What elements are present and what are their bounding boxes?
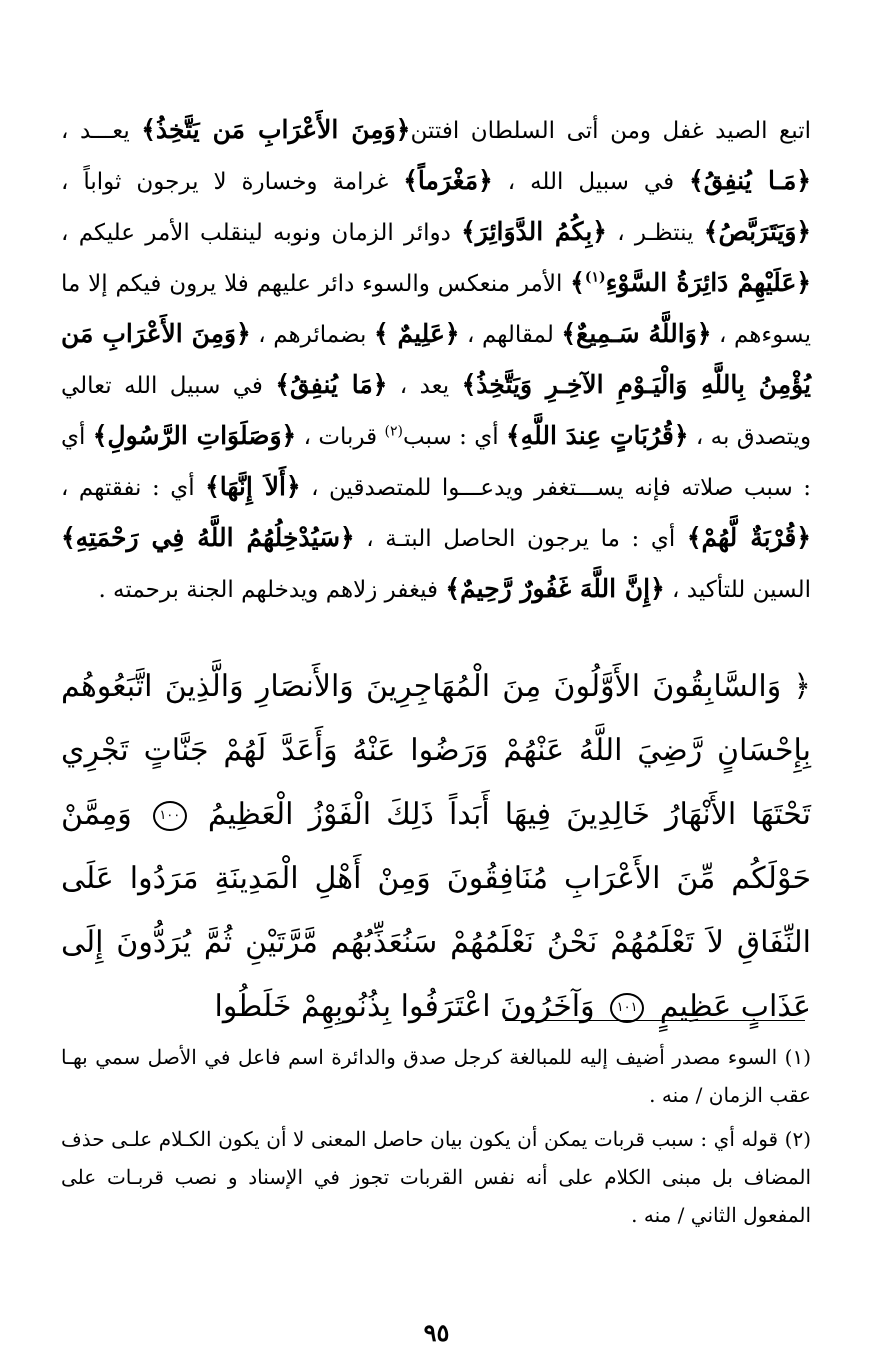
quran-quote: ﴿أَلاَ إِنَّهَا﴾ bbox=[205, 472, 301, 501]
quran-verses bbox=[61, 655, 811, 1039]
commentary-text-run: اتبع الصيد غفل ومن أتى السلطان افتتن bbox=[410, 118, 812, 144]
quran-quote: ﴿بِكُمُ الدَّوَائِرَ﴾ bbox=[461, 217, 607, 246]
footnote-2: (٢) قوله أي : سبب قربات يمكن أن يكون بيان حاصل المعنى لا أن يكون الكـلام علـى حذف المضاف بل مبنى الكلام على أنه نفس القربات تجوز في الإسناد و نصب قربـات على المفعول الثاني / منه . bbox=[61, 1127, 811, 1227]
quran-quote: ﴿وَمِنَ الأَعْرَابِ مَن يُؤْمِنُ بِاللَّهِ وَالْيَـوْمِ الآخِـرِ وَيَتَّخِذُ﴾ bbox=[61, 319, 812, 399]
quran-quote: ﴿عَلِيمٌ ﴾ bbox=[373, 319, 460, 348]
commentary-text-run: أي : سبب صلاته فإنه يســـتغفر ويدعـــوا للمتصدقين ، bbox=[61, 424, 811, 501]
commentary-text-run: غرامة وخسارة لا يرجون ثواباً ، bbox=[61, 169, 389, 195]
commentary-text-run: يعـــد ، bbox=[61, 118, 130, 144]
quran-quote: ﴿وَاللَّهُ سَـمِيعٌ﴾ bbox=[561, 319, 712, 348]
commentary-text-run: يعد ، bbox=[399, 373, 450, 399]
commentary-text-run: في سبيل الله تعالي ويتصدق به ، bbox=[61, 373, 812, 450]
quran-quote-text: ﴿عَلَيْهِمْ دَائِرَةُ السَّوْءِ bbox=[605, 268, 812, 297]
commentary-text-run: في سبيل الله ، bbox=[507, 169, 675, 195]
quran-quote: ﴿قُرْبَةٌ لَّهُمْ﴾ bbox=[686, 523, 812, 552]
quran-quote: ﴿وَيَتَرَبَّصُ﴾ bbox=[703, 217, 812, 246]
commentary-text-run: بضمائرهم ، bbox=[258, 322, 367, 348]
footnote-ref-2[interactable]: (٢) bbox=[384, 423, 403, 440]
commentary-text-run: قربات ، bbox=[303, 424, 378, 450]
commentary-text-run: لمقالهم ، bbox=[467, 322, 554, 348]
page-number: ٩٥ bbox=[423, 1318, 450, 1347]
commentary-text-run: أي : نفقتهم ، bbox=[61, 475, 195, 501]
footnotes bbox=[61, 1038, 811, 1240]
verse-102: وَآخَرُونَ اعْتَرَفُوا بِذُنُوبِهِمْ خَلَطُوا bbox=[214, 989, 595, 1024]
commentary-text-run: السين للتأكيد ، bbox=[672, 577, 811, 603]
quran-quote-close: ﴾ bbox=[570, 268, 585, 297]
footnote-divider bbox=[505, 1020, 805, 1021]
commentary-text-run: أي : ما يرجون الحاصل البتـة ، bbox=[366, 526, 676, 552]
quran-quote: ﴿مَا يُنفِقُ﴾ bbox=[275, 370, 388, 399]
quran-quote: ﴿قُرُبَاتٍ عِندَ اللَّهِ﴾ bbox=[506, 421, 689, 450]
ayah-marker-101: ١٠١ bbox=[610, 993, 644, 1023]
commentary-text-run: دوائر الزمان ونوبه لينقلب الأمر عليكم ، bbox=[61, 220, 451, 246]
verse-101: وَمِمَّنْ حَوْلَكُم مِّنَ الأَعْرَابِ مُنَافِقُونَ وَمِنْ أَهْلِ الْمَدِينَةِ مَرَدُوا عَلَى النِّفَاقِ لاَ تَعْلَمُهُمْ نَحْنُ نَعْلَمُهُمْ سَنُعَذِّبُهُم مَّرَّتَيْنِ ثُمَّ يُرَدُّونَ إِلَى عَذَابٍ عَظِيمٍ bbox=[61, 797, 811, 1024]
quran-quote: ﴿وَمِنَ الأَعْرَابِ مَن يَتَّخِذُ﴾ bbox=[141, 115, 411, 144]
quran-quote: ﴿سَيُدْخِلُهُمُ اللَّهُ فِي رَحْمَتِهِ﴾ bbox=[61, 523, 355, 552]
quran-quote: ﴿مَـا يُنفِقُ﴾ bbox=[689, 166, 811, 195]
commentary-text-run: فيغفر زلاهم ويدخلهم الجنة برحمته . bbox=[98, 577, 439, 603]
commentary-text-run: الأمر منعكس والسوء دائر عليهم فلا يرون فيكم إلا ما يسوءهم ، bbox=[61, 271, 811, 348]
quran-quote bbox=[570, 268, 811, 297]
ayah-marker-100: ١٠٠ bbox=[153, 801, 187, 831]
footnote-ref-1[interactable]: (١) bbox=[584, 269, 606, 286]
commentary-text-run: ينتظـر ، bbox=[617, 220, 694, 246]
quran-quote: ﴿إِنَّ اللَّهَ غَفُورٌ رَّحِيمٌ﴾ bbox=[445, 574, 665, 603]
commentary-text-run: أي : سبب bbox=[402, 424, 499, 450]
commentary-text bbox=[61, 105, 811, 615]
quran-quote: ﴿مَغْرَماً﴾ bbox=[403, 166, 493, 195]
verse-100: ﴿ وَالسَّابِقُونَ الأَوَّلُونَ مِنَ الْمُهَاجِرِينَ وَالأَنصَارِ وَالَّذِينَ اتَّبَعُوهُم بِإِحْسَانٍ رَّضِيَ اللَّهُ عَنْهُمْ وَرَضُوا عَنْهُ وَأَعَدَّ لَهُمْ جَنَّاتٍ تَجْرِي تَحْتَهَا الأَنْهَارُ خَالِدِينَ فِيهَا أَبَداً ذَلِكَ الْفَوْزُ الْعَظِيمُ bbox=[61, 669, 811, 832]
footnote-1: (١) السوء مصدر أضيف إليه للمبالغة كرجل صدق والدائرة اسم فاعل في الأصل سمي بهـا عقب الزمان / منه . bbox=[61, 1045, 811, 1107]
quran-quote: ﴿وَصَلَوَاتِ الرَّسُولِ﴾ bbox=[92, 421, 297, 450]
